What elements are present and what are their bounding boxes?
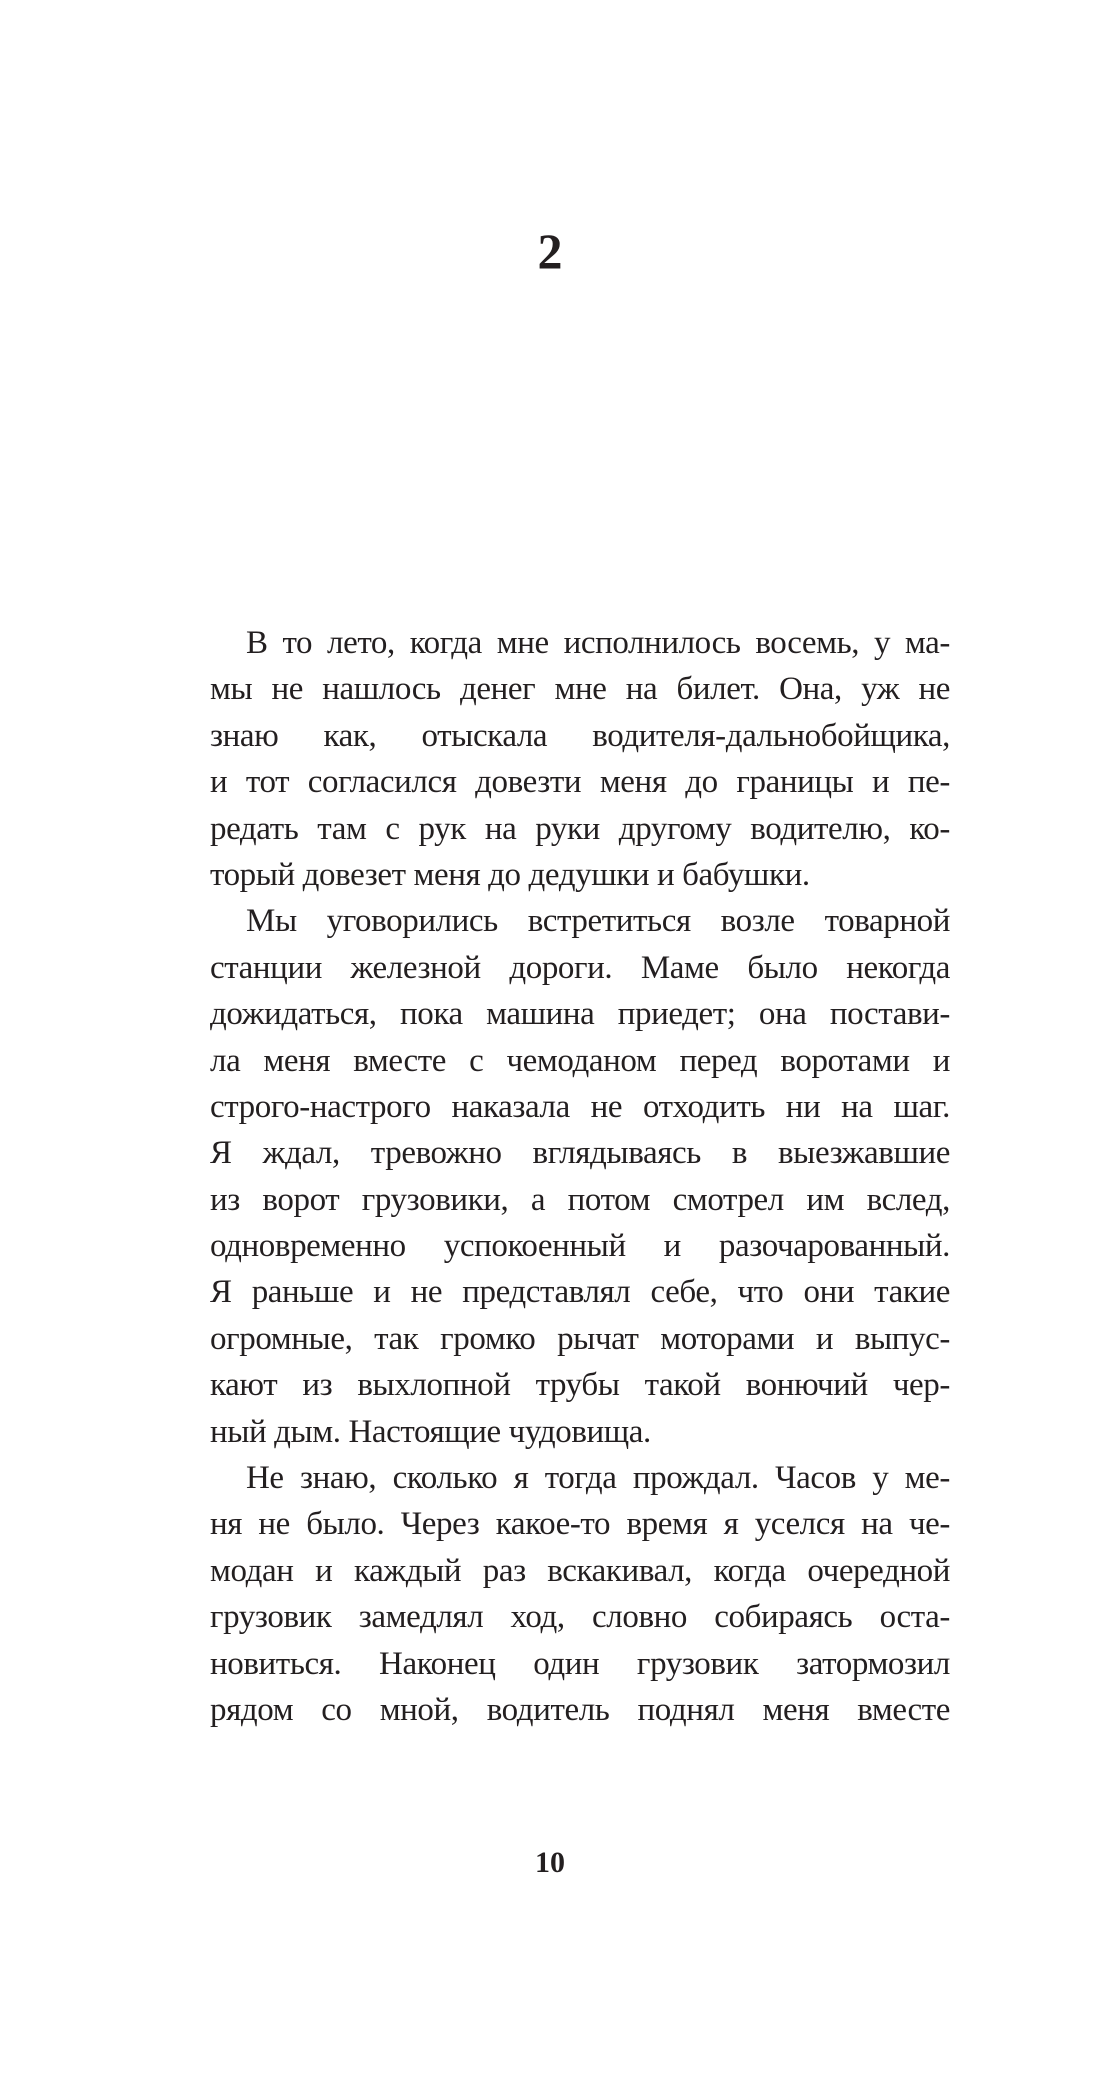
text-line: новиться. Наконец один грузовик затормозил <box>210 1645 950 1682</box>
page-number: 10 <box>535 1846 565 1879</box>
text-line: В то лето, когда мне исполнилось восемь, у ма- <box>246 625 950 661</box>
text-line: ла меня вместе с чемоданом перед воротами и <box>210 1042 950 1079</box>
text-line: Я раньше и не представлял себе, что они такие <box>210 1274 950 1311</box>
chapter-number: 2 <box>537 223 563 279</box>
text-line: модан и каждый раз вскакивал, когда очередной <box>210 1552 950 1589</box>
text-line: дожидаться, пока машина приедет; она постави- <box>210 996 950 1033</box>
text-line: и тот согласился довезти меня до границы и пе- <box>210 764 950 801</box>
text-line: рядом со мной, водитель поднял меня вместе <box>210 1691 950 1728</box>
text-line: грузовик замедлял ход, словно собираясь оста- <box>210 1599 950 1636</box>
text-line: Мы уговорились встретиться возле товарной <box>246 903 950 940</box>
paragraph-2 <box>210 898 950 1455</box>
paragraph-1 <box>210 620 950 898</box>
text-line: из ворот грузовики, а потом смотрел им вслед, <box>210 1181 950 1218</box>
text-line: одновременно успокоенный и разочарованный. <box>210 1228 950 1265</box>
text-line: ня не было. Через какое-то время я уселся на че- <box>210 1506 950 1543</box>
text-line: Не знаю, сколько я тогда прождал. Часов у ме- <box>246 1460 950 1497</box>
text-line: кают из выхлопной трубы такой вонючий чер- <box>210 1367 950 1404</box>
body-text <box>210 620 950 1733</box>
text-line: редать там с рук на руки другому водителю, ко- <box>210 810 950 847</box>
text-line: мы не нашлось денег мне на билет. Она, уж не <box>210 671 950 708</box>
text-line: строго-настрого наказала не отходить ни на шаг. <box>210 1088 950 1125</box>
text-line: знаю как, отыскала водителя-дальнобойщика, <box>210 717 950 754</box>
paragraph-3 <box>210 1455 950 1733</box>
text-line: торый довезет меня до дедушки и бабушки. <box>210 856 810 893</box>
text-line: Я ждал, тревожно вглядываясь в выезжавшие <box>210 1135 950 1172</box>
text-line: ный дым. Настоящие чудовища. <box>210 1413 651 1450</box>
text-line: огромные, так громко рычат моторами и выпус- <box>210 1320 950 1357</box>
text-line: станции железной дороги. Маме было некогда <box>210 949 950 986</box>
